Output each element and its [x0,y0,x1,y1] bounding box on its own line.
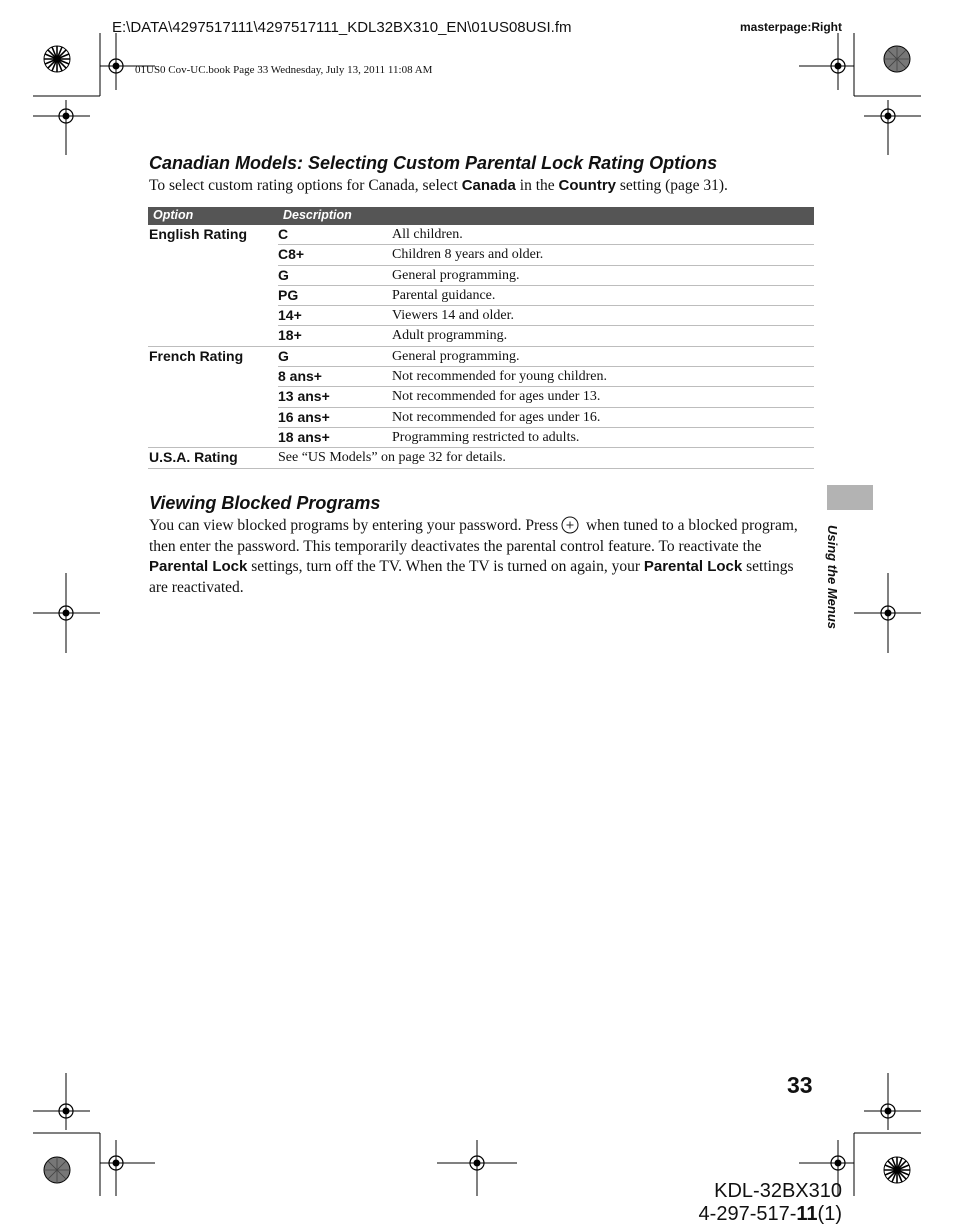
table-row [148,387,814,407]
rating-code: 16 ans+ [278,408,330,425]
table-row [148,428,814,448]
footer-code-suffix: (1) [817,1203,842,1225]
chapter-side-label-text: Using the Menus [825,525,840,630]
table-row [148,326,814,346]
rating-description: Not recommended for young children. [392,369,607,385]
ui-term-parental-lock: Parental Lock [149,558,248,575]
chapter-tab [827,485,873,510]
table-row [148,408,814,428]
header-description: Description [283,208,352,222]
ui-term-country: Country [558,177,617,194]
para-text-2: when tuned to a blocked program, then enter the password. This temporarily deactivates the parental control feature. To reactivate the [149,517,798,555]
intro-text-1: To select custom rating options for Canada, select [149,177,462,194]
rating-code: 14+ [278,307,302,324]
rating-code: 8 ans+ [278,368,322,385]
intro-text-3: setting (page 31). [616,177,728,194]
rating-options-table [148,207,814,469]
table-row [148,448,814,468]
footer-code [699,1203,842,1226]
footer-code-bold: 11 [796,1203,818,1225]
footer-code-prefix: 4-297-517- [698,1203,797,1225]
enter-button-icon [561,516,579,534]
para-text-1: You can view blocked programs by entering your password. Press [149,517,559,534]
book-stamp: 01US0 Cov-UC.book Page 33 Wednesday, July 13, 2011 11:08 AM [135,64,433,76]
option-french-rating: French Rating [149,347,244,364]
table-row [148,225,814,245]
table-row [148,245,814,265]
chapter-side-label [822,525,842,655]
file-path: E:\DATA\4297517111\4297517111_KDL32BX310_EN\01US08USI.fm [112,19,572,36]
rating-code: C [278,226,289,242]
table-row [148,367,814,387]
rating-description: General programming. [392,348,520,364]
masterpage-label: masterpage:Right [739,20,842,34]
rating-description: Not recommended for ages under 16. [392,409,601,425]
table-row [148,347,814,367]
rating-code: 13 ans+ [278,388,330,405]
footer-model: KDL-32BX310 [714,1180,842,1202]
para-text-3: settings, turn off the TV. When the TV is turned on again, your [247,558,644,575]
rating-description: Not recommended for ages under 13. [392,389,601,405]
intro-paragraph [149,176,819,197]
table-row [148,306,814,326]
rating-code: G [278,266,289,283]
rating-description: Adult programming. [392,328,508,344]
para-text-4: settings are reactivated. [149,558,794,596]
usa-rating-description: See “US Models” on page 32 for details. [278,450,506,466]
page-number: 33 [787,1072,813,1098]
ui-term-canada: Canada [461,177,516,194]
rating-description: Children 8 years and older. [392,247,544,263]
section-title-viewing-blocked: Viewing Blocked Programs [149,493,381,513]
table-header [148,207,814,225]
rating-code: PG [278,286,299,303]
option-english-rating: English Rating [149,226,247,242]
section-title-canadian-ratings: Canadian Models: Selecting Custom Parental Lock Rating Options [149,153,718,173]
rating-code: G [278,347,289,364]
rating-description: General programming. [392,267,520,283]
table-row [148,286,814,306]
ui-term-parental-lock-2: Parental Lock [643,558,743,575]
rating-code: 18+ [278,327,302,344]
option-usa-rating: U.S.A. Rating [149,449,238,466]
header-option: Option [153,208,194,222]
rating-code: C8+ [278,246,305,263]
intro-text-2: in the [515,177,559,194]
rating-code: 18 ans+ [278,428,330,445]
rating-description: Programming restricted to adults. [392,429,580,445]
rating-description: Parental guidance. [392,287,496,303]
rating-description: Viewers 14 and older. [392,308,515,324]
rating-description: All children. [392,227,463,242]
table-row [148,266,814,286]
viewing-blocked-paragraph [149,516,809,598]
